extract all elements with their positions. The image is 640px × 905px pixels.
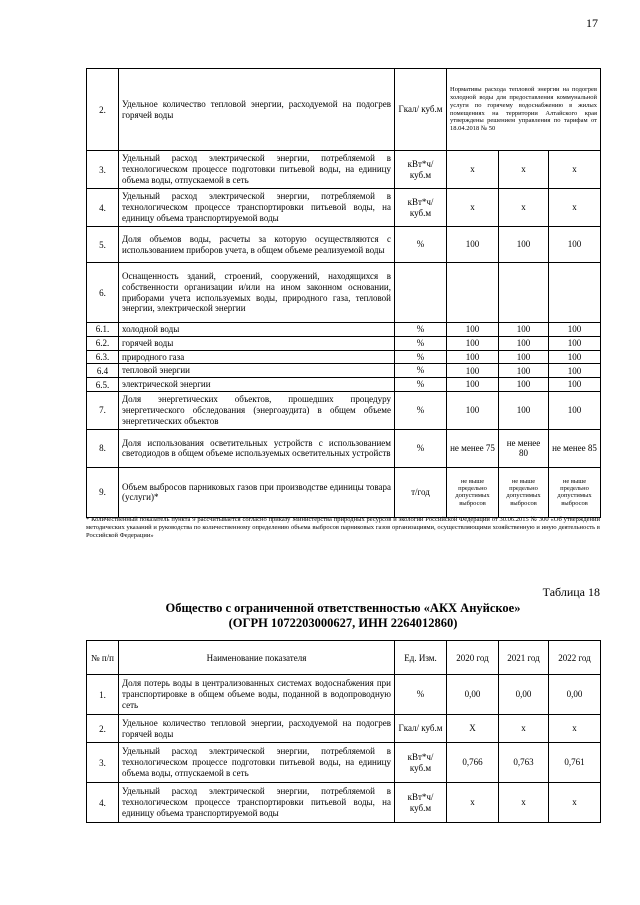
table-row: 6.3. природного газа % 100 100 100 <box>87 350 601 364</box>
table-label: Таблица 18 <box>542 585 600 599</box>
organization-title <box>86 601 600 631</box>
table-row: 8. Доля использования осветительных устройств с использованием светодиодов в общем объеме используемых осветительных устройств % не менее 75 не менее 80 не менее 85 <box>87 429 601 467</box>
table-row: 6.2. горячей воды % 100 100 100 <box>87 336 601 350</box>
table-row: 4. Удельный расход электрической энергии, потребляемой в технологическом процессе транспортировки питьевой воды, на единицу объема транспортируемой воды кВт*ч/ куб.м х х х <box>87 783 601 823</box>
column-header: Наименование показателя <box>119 641 395 675</box>
indicators-table-continued <box>86 68 601 518</box>
table-row: 3. Удельный расход электрической энергии, потребляемой в технологическом процессе подготовки питьевой воды, на единицу объема воды, отпускаемой в сеть кВт*ч/ куб.м 0,766 0,763 0,761 <box>87 743 601 783</box>
table-row: 6.5. электрической энергии % 100 100 100 <box>87 378 601 392</box>
table-row: 7. Доля энергетических объектов, прошедших процедуру энергетического обследования (энергоаудита) в общем объеме энергетических объектов % 100 100 100 <box>87 391 601 429</box>
table-row: 3. Удельный расход электрической энергии, потребляемой в технологическом процессе подготовки питьевой воды, на единицу объема воды, отпускаемой в сеть кВт*ч/ куб.м х х х <box>87 151 601 189</box>
table-row: 6.4 тепловой энергии % 100 100 100 <box>87 364 601 378</box>
table-header-row <box>87 641 601 675</box>
indicators-table-18 <box>86 640 601 823</box>
table-row: 2. Удельное количество тепловой энергии, расходуемой на подогрев горячей воды Гкал/ куб.м Х х х <box>87 715 601 743</box>
table-row: 9. Объем выбросов парниковых газов при производстве единицы товара (услуги)* т/год не выше предельно допустимых выбросов не выше предельно допустимых выбросов не выше предельно допустимых выбросов <box>87 467 601 517</box>
column-header: 2022 год <box>549 641 601 675</box>
footnote: * Количественный показатель пункта 9 рассчитывается согласно приказу Министерства природных ресурсов и экологии Российской Федерации от 30.06.2015 № 300 «Об утверждении методических указаний и руководства по количественному определению объема выбросов парниковых газов организациями, осуществляющими хозяйственную и иную деятельность в Российской Федерации» <box>86 516 600 540</box>
norm-note: Нормативы расхода тепловой энергии на подогрев холодной воды для предоставления коммунальной услуги по горячему водоснабжению в жилых помещениях на территории Алтайского края утверждены решением управления по тарифам от 18.04.2018 № 50 <box>447 69 601 151</box>
column-header: 2021 год <box>499 641 549 675</box>
table-row: 1. Доля потерь воды в централизованных системах водоснабжения при транспортировке в общем объеме воды, поданной в водопроводную сеть % 0,00 0,00 0,00 <box>87 675 601 715</box>
table-row: 6.1. холодной воды % 100 100 100 <box>87 323 601 337</box>
column-header: № п/п <box>87 641 119 675</box>
table-row: 6. Оснащенность зданий, строений, сооружений, находящихся в собственности организации и/или на ином законном основании, приборами учета используемых воды, природного газа, тепловой энергии, электрической энергии <box>87 263 601 323</box>
table-row: 2. Удельное количество тепловой энергии, расходуемой на подогрев горячей воды Гкал/ куб.м Нормативы расхода тепловой энергии на подогрев холодной воды для предоставления коммунальной услуги по горячему водоснабжению в жилых помещениях на территории Алтайского края утверждены решением управления по тарифам от 18.04.2018 № 50 <box>87 69 601 151</box>
table-row: 4. Удельный расход электрической энергии, потребляемой в технологическом процессе транспортировки питьевой воды, на единицу объема транспортируемой воды кВт*ч/ куб.м х х х <box>87 189 601 227</box>
column-header: Ед. Изм. <box>395 641 447 675</box>
organization-ids: (ОГРН 1072203000627, ИНН 2264012860) <box>228 616 458 630</box>
table-row: 5. Доля объемов воды, расчеты за которую осуществляются с использованием приборов учета, в общем объеме реализуемой воды % 100 100 100 <box>87 227 601 263</box>
column-header: 2020 год <box>447 641 499 675</box>
page-number: 17 <box>586 16 598 30</box>
organization-name: Общество с ограниченной ответственностью «АКХ Ануйское» <box>165 601 521 615</box>
